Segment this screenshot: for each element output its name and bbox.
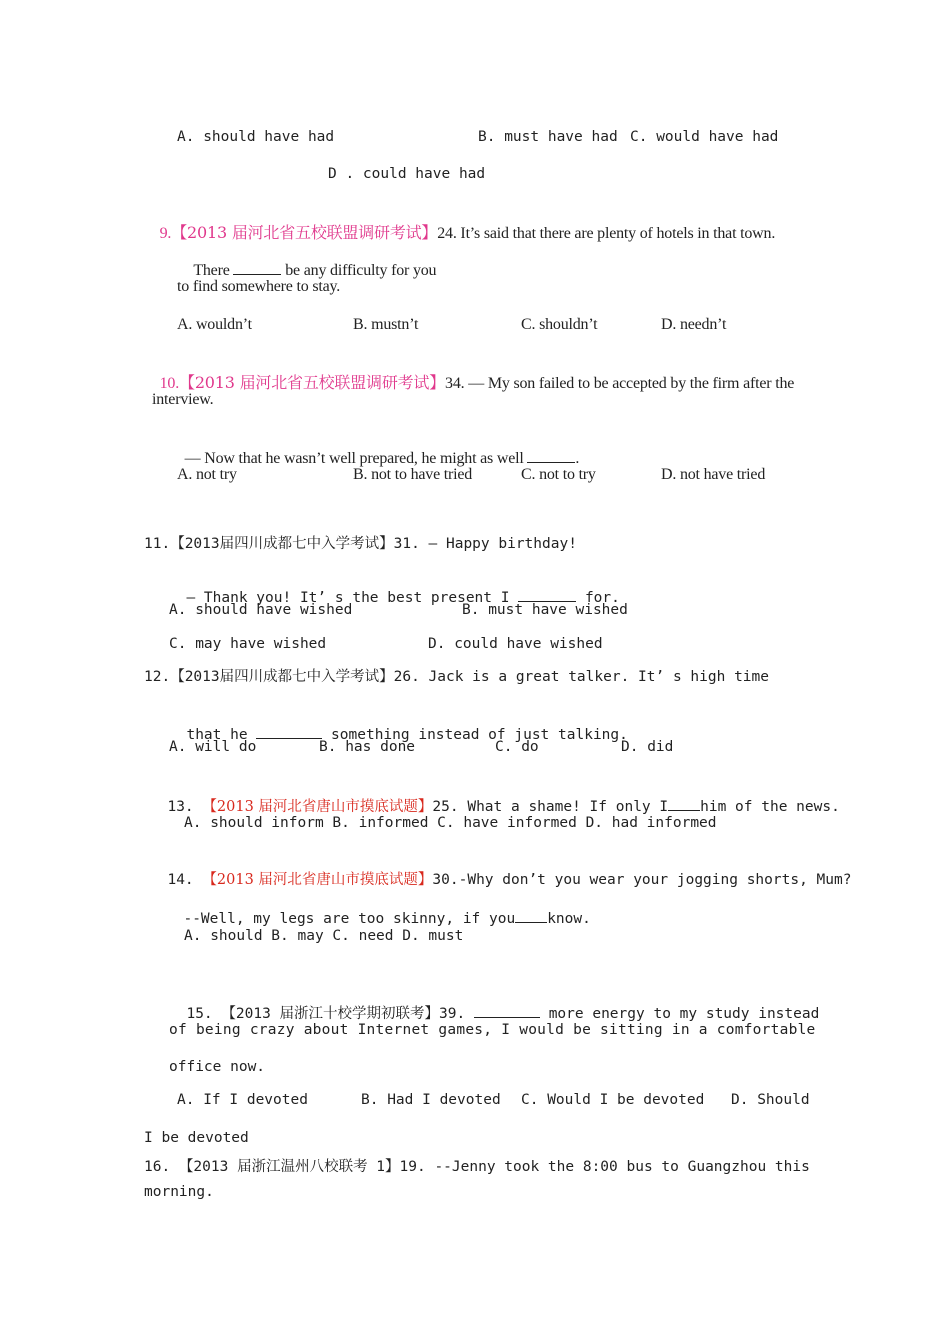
question-14-line-1 [150, 850, 851, 890]
option-c: C. Would I be devoted [521, 1092, 705, 1108]
question-11-line-1: 11.【2013届四川成都七中入学考试】31. — Happy birthday! [144, 536, 577, 552]
question-number: 14. [167, 872, 194, 888]
stem-text: that he [186, 727, 248, 743]
question-12-line-1: 12.【2013届四川成都七中入学考试】26. Jack is a great talker. It’ s high time [144, 669, 769, 685]
option-a: A. should have had [177, 129, 335, 145]
option-b: B. must have wished [462, 602, 628, 618]
option-a: A. not try [177, 466, 237, 483]
question-number: 9. [159, 225, 172, 242]
stem-text: — Now that he wasn’t well prepared, he might as well [184, 450, 524, 467]
stem-text: something instead of just talking. [331, 727, 628, 743]
question-15-line-1 [169, 983, 819, 1024]
question-number: 10. [159, 375, 180, 392]
option-d: D. Should [731, 1092, 810, 1108]
stem-text: know. [547, 911, 591, 927]
stem-text: . [575, 450, 580, 467]
option-d-continued: I be devoted [144, 1130, 249, 1146]
option-d: D. could have wished [428, 636, 603, 652]
stem-text: --Well, my legs are too skinny, if you [183, 911, 516, 927]
question-14-line-2 [166, 888, 591, 929]
option-c: C. not to try [521, 466, 596, 483]
answer-blank [474, 1003, 540, 1018]
stem-text: 15. 【2013 届浙江十校学期初联考】39. [186, 1006, 466, 1022]
option-b: B. mustn’t [353, 316, 419, 333]
question-stem: 24. It’s said that there are plenty of hotels in that town. [437, 225, 776, 242]
stem-text: him of the news. [700, 799, 840, 815]
question-number: 13. [167, 799, 194, 815]
question-15-line-3: office now. [169, 1059, 266, 1075]
stem-text: 25. What a shame! If only I [432, 799, 669, 815]
option-c: C. may have wished [169, 636, 327, 652]
question-14-options: A. should B. may C. need D. must [184, 928, 464, 944]
question-15-line-2: of being crazy about Internet games, I would be sitting in a comfortable [169, 1022, 816, 1038]
question-16-line-2: morning. [144, 1184, 214, 1200]
question-source: 【2013 届河北省五校联盟调研考试】 [171, 223, 438, 242]
option-c: C. shouldn’t [521, 316, 598, 333]
option-d: D. needn’t [661, 316, 727, 333]
option-c: C. would have had [630, 129, 779, 145]
stem-text: — Thank you! It’ s the best present I [186, 590, 510, 606]
question-source: 【2013 届河北省唐山市摸底试题】 [202, 799, 433, 815]
question-13-line-1 [150, 776, 840, 817]
question-10-line-3 [177, 428, 579, 469]
stem-text: 30.-Why don’t you wear your jogging shorts, Mum? [432, 872, 852, 888]
stem-text: for. [584, 590, 620, 606]
option-b: B. Had I devoted [361, 1092, 501, 1108]
question-9-line-2 [186, 240, 436, 281]
option-b: B. not to have tried [353, 466, 473, 483]
stem-text: There [193, 262, 230, 279]
answer-blank [233, 260, 281, 275]
question-source: 【2013 届河北省唐山市摸底试题】 [202, 872, 433, 888]
option-b: B. must have had [478, 129, 618, 145]
question-10-line-2: interview. [152, 391, 214, 408]
option-a: A. If I devoted [177, 1092, 308, 1108]
answer-blank [668, 796, 700, 811]
answer-blank [256, 724, 322, 739]
option-c: C. do [495, 739, 539, 755]
question-13-options: A. should inform B. informed C. have informed D. had informed [184, 815, 717, 831]
question-10-line-1 [152, 353, 794, 394]
question-9-line-3: to find somewhere to stay. [177, 278, 341, 295]
option-b: B. has done [319, 739, 416, 755]
stem-text: more energy to my study instead [548, 1006, 820, 1022]
option-a: A. will do [169, 739, 257, 755]
question-9-line-1 [152, 203, 775, 244]
question-source: 【2013 届河北省五校联盟调研考试】 [179, 373, 446, 392]
option-d: D. did [621, 739, 674, 755]
stem-text: be any difficulty for you [285, 262, 437, 279]
answer-blank [515, 908, 547, 923]
option-a: A. should have wished [169, 602, 353, 618]
option-d: D . could have had [328, 166, 486, 182]
answer-blank [527, 448, 575, 463]
question-stem: 34. — My son failed to be accepted by the firm after the [445, 375, 795, 392]
option-d: D. not have tried [661, 466, 766, 483]
option-a: A. wouldn’t [177, 316, 252, 333]
question-16-line-1: 16. 【2013 届浙江温州八校联考 1】19. --Jenny took the 8:00 bus to Guangzhou this [144, 1159, 810, 1175]
